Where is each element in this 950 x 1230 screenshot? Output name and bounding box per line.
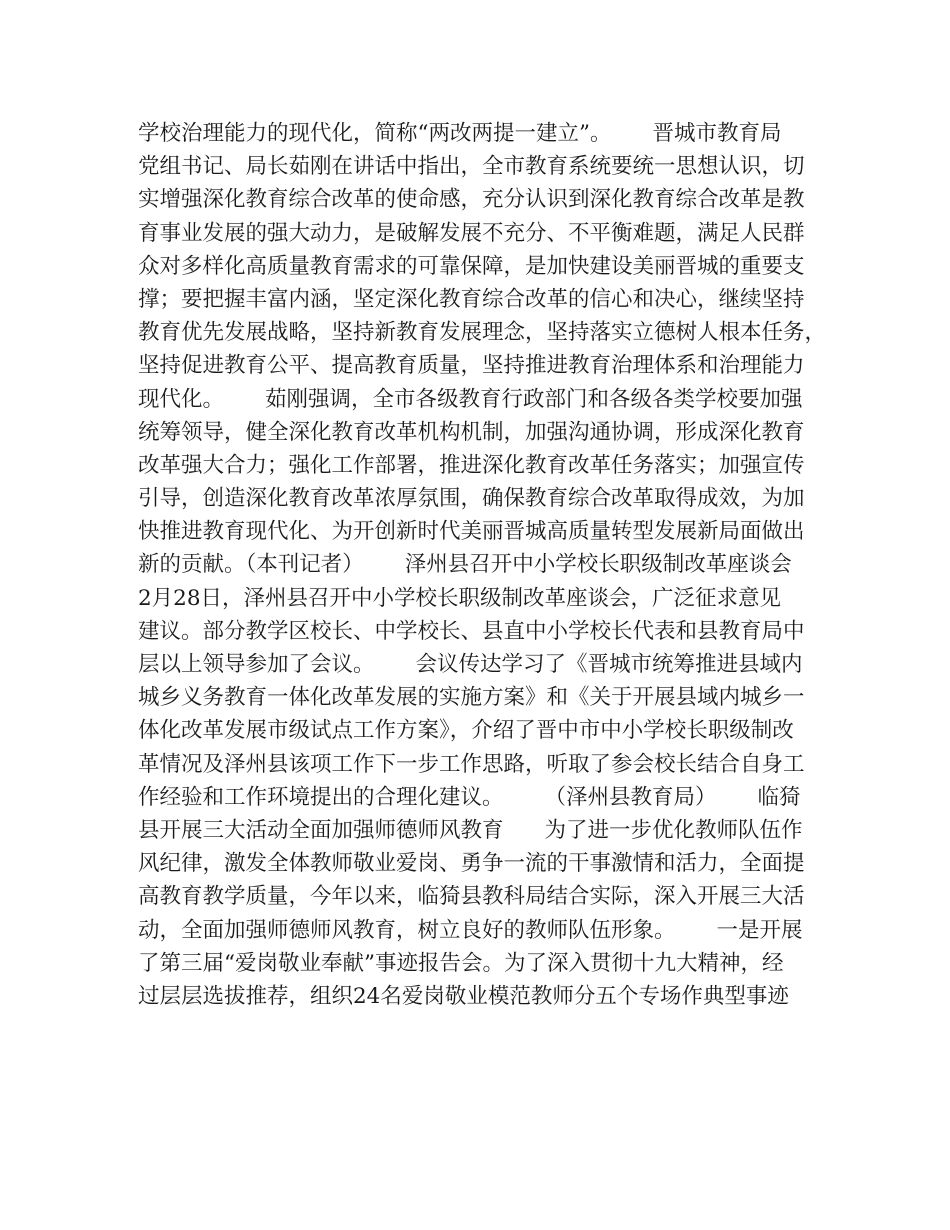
text-line: 现代化。 茹刚强调，全市各级教育行政部门和各级各类学校要加强 (138, 386, 803, 412)
text-line: 动，全面加强师德师风教育，树立良好的教师队伍形象。 一是开展 (138, 917, 803, 943)
text-line: 统筹领导，健全深化教育改革机构机制，加强沟通协调，形成深化教育 (138, 419, 805, 445)
text-line: 撑；要把握丰富内涵，坚定深化教育综合改革的信心和决心，继续坚持 (138, 286, 805, 312)
text-line: 众对多样化高质量教育需求的可靠保障，是加快建设美丽晋城的重要支 (138, 253, 805, 279)
text-line: 育事业发展的强大动力，是破解发展不充分、不平衡难题，满足人民群 (138, 220, 805, 246)
text-line: 新的贡献。（本刊记者） 泽州县召开中小学校长职级制改革座谈会 (138, 552, 792, 578)
text-line: 革情况及泽州县该项工作下一步工作思路，听取了参会校长结合自身工 (138, 751, 805, 777)
text-line: 快推进教育现代化、为开创新时代美丽晋城高质量转型发展新局面做出 (138, 519, 805, 545)
text-line: 坚持促进教育公平、提高教育质量，坚持推进教育治理体系和治理能力 (138, 353, 805, 379)
text-line: 教育优先发展战略，坚持新教育发展理念，坚持落实立德树人根本任务， (138, 320, 827, 346)
article-body (138, 117, 827, 1013)
text-line: 风纪律，激发全体教师敬业爱岗、勇争一流的干事激情和活力，全面提 (138, 851, 805, 877)
text-line: 过层层选拔推荐，组织24名爱岗敬业模范教师分五个专场作典型事迹 (138, 983, 789, 1009)
text-line: 2月28日，泽州县召开中小学校长职级制改革座谈会，广泛征求意见 (138, 585, 782, 611)
text-line: 城乡义务教育一体化改革发展的实施方案》和《关于开展县域内城乡一 (138, 685, 805, 711)
text-line: 层以上领导参加了会议。 会议传达学习了《晋城市统筹推进县域内 (138, 652, 803, 677)
text-line: 改革强大合力；强化工作部署，推进深化教育改革任务落实；加强宣传 (138, 452, 805, 478)
text-line: 学校治理能力的现代化，简称“两改两提一建立”。 晋城市教育局 (138, 121, 782, 146)
text-line: 引导，创造深化教育改革浓厚氛围，确保教育综合改革取得成效，为加 (138, 486, 805, 512)
text-line: 高教育教学质量，今年以来，临猗县教科局结合实际，深入开展三大活 (138, 884, 805, 910)
text-line: 实增强深化教育综合改革的使命感，充分认识到深化教育综合改革是教 (138, 187, 805, 213)
text-line: 县开展三大活动全面加强师德师风教育 为了进一步优化教师队伍作 (138, 817, 803, 843)
text-line: 作经验和工作环境提出的合理化建议。 （泽州县教育局） 临猗 (138, 784, 801, 810)
text-line: 了第三届“爱岗敬业奉献”事迹报告会。为了深入贯彻十九大精神，经 (138, 950, 784, 976)
text-line: 体化改革发展市级试点工作方案》，介绍了晋中市中小学校长职级制改 (138, 718, 794, 744)
text-line: 党组书记、局长茹刚在讲话中指出，全市教育系统要统一思想认识，切 (138, 154, 805, 180)
text-line: 建议。部分教学区校长、中学校长、县直中小学校长代表和县教育局中 (138, 618, 805, 644)
